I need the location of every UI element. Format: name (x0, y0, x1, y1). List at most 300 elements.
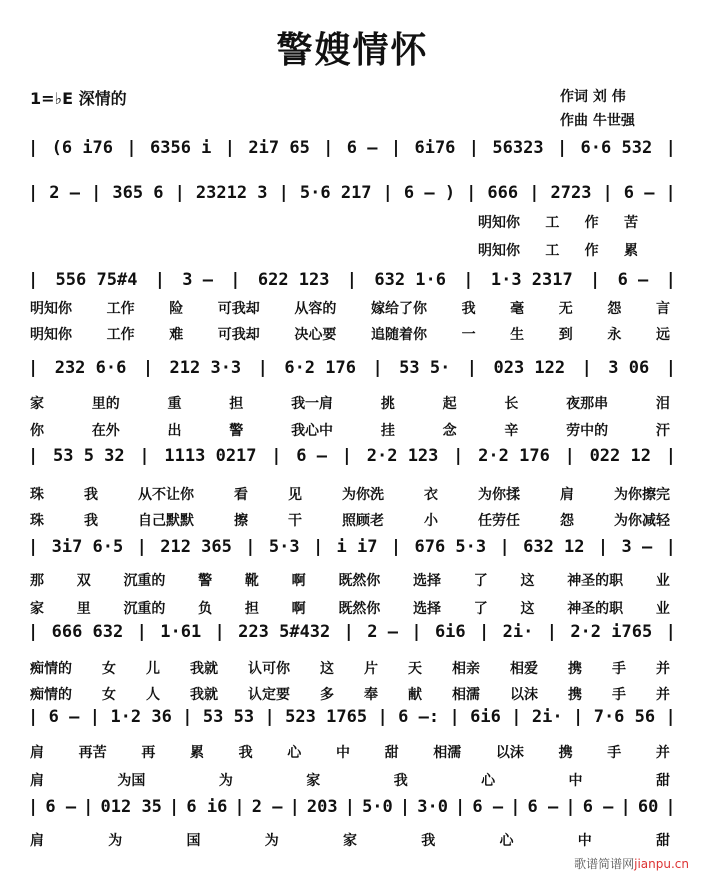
lyric-word: 怨 (560, 513, 574, 529)
measure: 523 1765 (285, 707, 368, 727)
barline: | (154, 270, 165, 290)
lyric-line (30, 484, 670, 504)
measure: 6 – (45, 797, 77, 817)
lyric-word: 泪 (655, 396, 670, 412)
barline: | (665, 707, 676, 727)
lyric-line (30, 830, 670, 850)
lyric-line (30, 420, 670, 440)
lyric-word: 双 (76, 573, 91, 589)
measure: 5·6 217 (299, 183, 372, 203)
measure: 53 53 (202, 707, 255, 727)
lyric-word: 明知你 (30, 301, 72, 317)
notation-row (28, 537, 676, 557)
lyric-word: 神圣的职 (567, 601, 624, 617)
measure: 5·3 (268, 537, 300, 557)
lyric-word: 啊 (291, 573, 306, 589)
lyric-word: 工作 (106, 327, 135, 343)
lyric-word: 相亲 (452, 661, 480, 677)
measure: 6 – (48, 707, 80, 727)
lyric-word: 携 (558, 745, 573, 761)
lyric-word: 并 (656, 661, 670, 677)
measure: 1·2 36 (110, 707, 172, 727)
barline: | (564, 446, 575, 466)
barline: | (466, 183, 477, 203)
lyric-word: 为你减轻 (614, 513, 670, 529)
lyric-word: 女 (102, 687, 116, 703)
measure: 1113 0217 (164, 446, 257, 466)
barline: | (142, 358, 154, 378)
lyric-word: 既然你 (338, 601, 381, 617)
measure: 6 –: (398, 707, 440, 727)
lyric-line (478, 240, 638, 260)
barline: | (126, 138, 137, 158)
measure: 012 35 (100, 797, 162, 817)
measure: 2·2 123 (366, 446, 439, 466)
measure: 223 5#432 (238, 622, 331, 642)
barline: | (463, 270, 474, 290)
barline: | (377, 707, 388, 727)
measure: 6·2 176 (284, 358, 356, 378)
measure: 6 i6 (186, 797, 228, 817)
measure: 365 6 (112, 183, 164, 203)
lyric-word: 我 (421, 833, 436, 849)
measure: 212 3·3 (169, 358, 242, 378)
lyric-word: 为你擦完 (614, 487, 670, 503)
lyricist-credit: 作词 刘 伟 (560, 89, 626, 105)
lyric-word: 工 (545, 215, 560, 231)
measure: 2 – (251, 797, 283, 817)
lyric-word: 为你洗 (342, 487, 384, 503)
lyric-word: 珠 (30, 487, 44, 503)
lyric-word: 多 (320, 687, 334, 703)
lyric-word: 这 (520, 573, 535, 589)
lyric-word: 家 (343, 833, 357, 849)
lyric-word: 我 (461, 301, 476, 317)
lyric-word: 手 (607, 745, 622, 761)
lyric-word: 携 (568, 661, 582, 677)
measure: 60 (637, 797, 659, 817)
lyric-word: 辛 (504, 423, 519, 439)
lyric-word: 无 (558, 301, 573, 317)
measure: 212 365 (160, 537, 232, 557)
lyric-line (30, 570, 670, 590)
barline: | (346, 270, 358, 290)
lyric-word: 挂 (380, 423, 395, 439)
lyric-word: 痴情的 (30, 661, 72, 677)
measure: 023 122 (493, 358, 566, 378)
barline: | (665, 537, 676, 557)
lyric-word: 见 (288, 487, 302, 503)
measure: 3·0 (417, 797, 448, 817)
lyric-word: 珠 (30, 513, 44, 529)
lyric-word: 这 (320, 661, 334, 677)
lyric-word: 片 (364, 661, 378, 677)
barline: | (28, 707, 39, 727)
barline: | (28, 797, 39, 817)
measure: 2i· (531, 707, 563, 727)
lyric-word: 我 (84, 513, 98, 529)
lyric-word: 长 (504, 396, 519, 412)
lyric-word: 认定要 (248, 687, 290, 703)
measure: 6 – (527, 797, 559, 817)
barline: | (665, 797, 676, 817)
measure: 6356 i (150, 138, 212, 158)
lyric-word: 中 (568, 773, 583, 789)
lyric-word: 自己默默 (138, 513, 194, 529)
barline: | (455, 797, 466, 817)
measure: 203 (306, 797, 338, 817)
barline: | (323, 138, 334, 158)
lyric-word: 再苦 (78, 745, 107, 761)
lyric-word: 从不让你 (138, 487, 194, 503)
barline: | (28, 358, 39, 378)
measure: 6i6 (470, 707, 501, 727)
lyric-word: 神圣的职 (567, 573, 624, 589)
measure: 666 (487, 183, 519, 203)
lyric-word: 累 (623, 243, 638, 259)
barline: | (511, 707, 522, 727)
lyric-word: 甜 (384, 745, 399, 761)
lyric-word: 干 (288, 513, 302, 529)
barline: | (665, 138, 676, 158)
barline: | (411, 622, 422, 642)
lyric-word: 警 (229, 423, 244, 439)
barline: | (91, 183, 102, 203)
lyric-word: 里的 (91, 396, 120, 412)
lyric-word: 担 (244, 601, 259, 617)
barline: | (382, 183, 393, 203)
lyric-word: 远 (655, 327, 670, 343)
lyric-word: 永 (607, 327, 622, 343)
lyric-word: 心 (499, 833, 514, 849)
measure: 3 – (621, 537, 653, 557)
measure: 2·2 176 (478, 446, 550, 466)
lyric-line (478, 212, 638, 232)
key-signature: 1=♭E 深情的 (30, 89, 127, 108)
lyric-word: 追随着你 (370, 327, 427, 343)
lyric-word: 痴情的 (30, 687, 72, 703)
measure: 676 5·3 (414, 537, 487, 557)
barline: | (499, 537, 510, 557)
lyric-word: 明知你 (478, 215, 520, 231)
lyric-word: 明知你 (30, 327, 72, 343)
barline: | (89, 707, 101, 727)
lyric-word: 怨 (607, 301, 622, 317)
lyric-word: 心 (287, 745, 302, 761)
lyric-word: 甜 (655, 773, 670, 789)
measure: 2 – (49, 183, 81, 203)
measure: 3i7 6·5 (51, 537, 124, 557)
lyric-word: 我就 (190, 661, 218, 677)
lyric-word: 难 (169, 327, 184, 343)
lyric-word: 累 (189, 745, 204, 761)
barline: | (597, 537, 609, 557)
barline: | (136, 622, 147, 642)
barline: | (28, 138, 39, 158)
lyric-word: 起 (442, 396, 457, 412)
lyric-word: 业 (655, 601, 670, 617)
lyric-word: 我一肩 (291, 396, 334, 412)
lyric-word: 汗 (655, 423, 670, 439)
lyric-word: 为 (264, 833, 279, 849)
notation-row (28, 138, 676, 158)
measure: 6 – (582, 797, 614, 817)
lyric-word: 那 (30, 573, 44, 589)
measure: 6 – (617, 270, 649, 290)
measure: 7·6 56 (593, 707, 656, 727)
lyric-word: 认可你 (248, 661, 290, 677)
barline: | (343, 622, 354, 642)
lyric-word: 以沫 (510, 687, 538, 703)
lyric-word: 负 (198, 601, 213, 617)
measure: 6i6 (434, 622, 466, 642)
lyric-word: 相爱 (510, 661, 538, 677)
barline: | (28, 622, 39, 642)
barline: | (278, 183, 289, 203)
lyric-word: 了 (473, 573, 488, 589)
barline: | (28, 270, 39, 290)
lyric-word: 可我却 (217, 327, 260, 343)
measure: 53 5· (399, 358, 451, 378)
measure: 1·3 2317 (490, 270, 573, 290)
barline: | (174, 183, 185, 203)
barline: | (234, 797, 245, 817)
barline: | (182, 707, 193, 727)
lyric-word: 家 (30, 601, 44, 617)
barline: | (573, 707, 584, 727)
lyric-word: 一 (461, 327, 476, 343)
barline: | (257, 358, 268, 378)
measure: 6 – (296, 446, 327, 466)
barline: | (665, 622, 676, 642)
measure: 53 5 32 (53, 446, 125, 466)
watermark: 歌谱简谱网jianpu.cn (574, 857, 689, 871)
measure: 1·61 (160, 622, 202, 642)
barline: | (28, 446, 39, 466)
barline: | (224, 138, 236, 158)
notation-row (28, 270, 676, 290)
lyric-word: 了 (473, 601, 488, 617)
measure: 2723 (550, 183, 592, 203)
barline: | (83, 797, 94, 817)
measure: 2i· (502, 622, 534, 642)
notation-row (28, 707, 676, 727)
lyric-word: 作 (584, 215, 599, 231)
lyric-line (30, 770, 670, 790)
lyric-word: 里 (76, 601, 91, 617)
measure: 2 – (367, 622, 398, 642)
barline: | (271, 446, 282, 466)
lyric-line (30, 742, 670, 762)
lyric-word: 家 (30, 396, 44, 412)
lyric-word: 照顾老 (342, 513, 384, 529)
barline: | (390, 537, 402, 557)
lyric-word: 靴 (244, 573, 259, 589)
barline: | (620, 797, 631, 817)
lyric-word: 家 (306, 773, 321, 789)
lyric-word: 念 (442, 423, 457, 439)
barline: | (264, 707, 275, 727)
barline: | (372, 358, 383, 378)
lyric-word: 献 (408, 687, 422, 703)
lyric-word: 甜 (656, 833, 670, 849)
measure: 6 – (623, 183, 655, 203)
barline: | (546, 622, 557, 642)
measure: 556 75#4 (55, 270, 138, 290)
barline: | (665, 183, 676, 203)
lyric-line (30, 324, 670, 344)
lyric-word: 这 (520, 601, 535, 617)
lyric-word: 言 (655, 301, 670, 317)
barline: | (344, 797, 355, 817)
measure: i i7 (336, 537, 378, 557)
lyric-word: 手 (612, 661, 626, 677)
lyric-word: 衣 (424, 487, 438, 503)
barline: | (602, 183, 613, 203)
measure: 6 – (346, 138, 378, 158)
barline: | (479, 622, 490, 642)
lyric-word: 既然你 (338, 573, 381, 589)
barline: | (245, 537, 256, 557)
lyric-word: 相濡 (433, 745, 462, 761)
lyric-word: 肩 (30, 773, 44, 789)
barline: | (399, 797, 411, 817)
lyric-word: 夜那串 (566, 396, 609, 412)
lyric-word: 你 (30, 423, 44, 439)
lyric-word: 我 (238, 745, 253, 761)
barline: | (453, 446, 464, 466)
measure: 2i7 65 (248, 138, 310, 158)
barline: | (665, 358, 676, 378)
measure: 6·6 532 (580, 138, 653, 158)
lyric-word: 肩 (30, 833, 44, 849)
lyric-line (30, 510, 670, 530)
measure: 2·2 i765 (570, 622, 653, 642)
lyric-word: 奉 (364, 687, 378, 703)
lyric-word: 肩 (560, 487, 574, 503)
notation-row (28, 446, 676, 466)
lyric-word: 决心要 (294, 327, 337, 343)
lyric-word: 从容的 (294, 301, 337, 317)
lyric-word: 中 (335, 745, 350, 761)
measure: 5·0 (362, 797, 393, 817)
lyric-word: 险 (169, 301, 184, 317)
lyric-word: 苦 (623, 215, 638, 231)
barline: | (136, 537, 147, 557)
lyric-word: 携 (568, 687, 582, 703)
barline: | (289, 797, 300, 817)
measure: 56323 (492, 138, 544, 158)
lyric-word: 中 (577, 833, 592, 849)
lyric-word: 工作 (106, 301, 135, 317)
lyric-word: 并 (655, 745, 670, 761)
barline: | (139, 446, 150, 466)
barline: | (581, 358, 592, 378)
lyric-word: 选择 (413, 601, 442, 617)
lyric-word: 为你揉 (478, 487, 520, 503)
lyric-word: 出 (167, 423, 182, 439)
notation-row (28, 797, 676, 817)
measure: (6 i76 (51, 138, 114, 158)
barline: | (565, 797, 576, 817)
lyric-word: 劳中的 (566, 423, 609, 439)
barline: | (230, 270, 241, 290)
barline: | (214, 622, 225, 642)
notation-row (28, 358, 676, 378)
lyric-word: 担 (229, 396, 244, 412)
lyric-word: 肩 (30, 745, 44, 761)
lyric-word: 再 (141, 745, 156, 761)
lyric-word: 以沫 (495, 745, 524, 761)
measure: 6 – (472, 797, 504, 817)
lyric-word: 在外 (91, 423, 120, 439)
lyric-word: 沉重的 (123, 573, 166, 589)
notation-row (28, 622, 676, 642)
lyric-word: 为 (108, 833, 123, 849)
lyric-word: 相濡 (452, 687, 480, 703)
barline: | (529, 183, 540, 203)
lyric-word: 可我却 (217, 301, 260, 317)
barline: | (341, 446, 352, 466)
lyric-line (30, 298, 670, 318)
lyric-word: 为国 (117, 773, 146, 789)
lyric-word: 业 (655, 573, 670, 589)
measure: 632 12 (523, 537, 585, 557)
lyric-word: 并 (656, 687, 670, 703)
barline: | (590, 270, 601, 290)
measure: 666 632 (51, 622, 124, 642)
lyric-word: 我心中 (291, 423, 334, 439)
lyric-word: 到 (558, 327, 573, 343)
lyric-word: 作 (584, 243, 599, 259)
lyric-line (30, 598, 670, 618)
lyric-word: 任劳任 (478, 513, 520, 529)
barline: | (665, 446, 676, 466)
lyric-word: 沉重的 (123, 601, 166, 617)
measure: 3 06 (608, 358, 650, 378)
lyric-word: 明知你 (478, 243, 520, 259)
barline: | (468, 138, 480, 158)
barline: | (449, 707, 460, 727)
lyric-word: 我就 (190, 687, 218, 703)
barline: | (510, 797, 521, 817)
lyric-word: 工 (545, 243, 560, 259)
lyric-word: 手 (612, 687, 626, 703)
measure: 23212 3 (195, 183, 268, 203)
lyric-word: 天 (408, 661, 422, 677)
barline: | (556, 138, 568, 158)
measure: 022 12 (589, 446, 651, 466)
lyric-word: 我 (84, 487, 98, 503)
song-title: 警嫂情怀 (276, 30, 429, 71)
lyric-word: 选择 (413, 573, 442, 589)
lyric-line (30, 393, 670, 413)
measure: 632 1·6 (374, 270, 446, 290)
lyric-word: 国 (186, 833, 201, 849)
notation-row (28, 183, 676, 203)
lyric-word: 擦 (234, 513, 248, 529)
barline: | (390, 138, 402, 158)
measure: 622 123 (257, 270, 330, 290)
barline: | (28, 183, 39, 203)
measure: 6i76 (414, 138, 456, 158)
lyric-word: 儿 (146, 661, 160, 677)
measure: 3 – (182, 270, 213, 290)
lyric-word: 啊 (291, 601, 306, 617)
lyric-word: 嫁给了你 (370, 301, 427, 317)
measure: 232 6·6 (54, 358, 127, 378)
barline: | (169, 797, 180, 817)
